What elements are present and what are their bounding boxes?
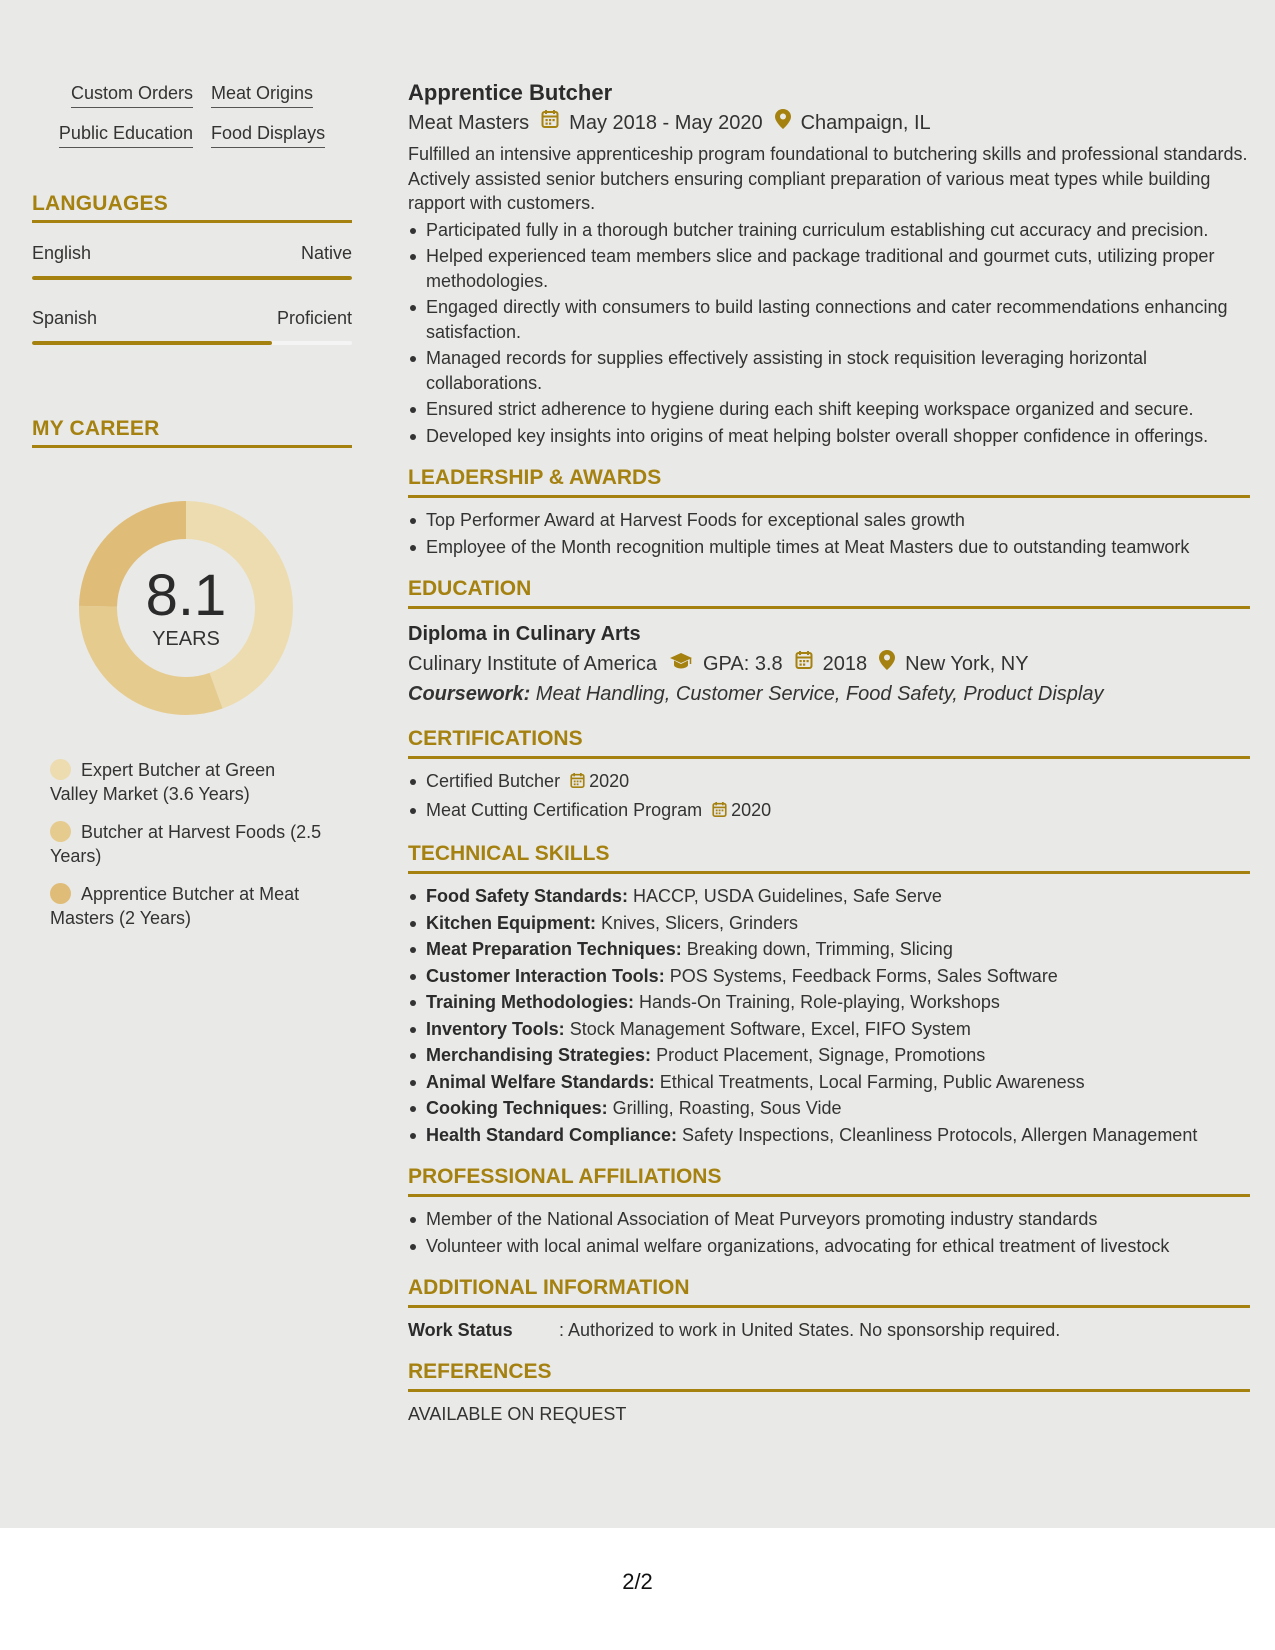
list-item: Participated fully in a thorough butcher training curriculum establishing cut accuracy and precision. — [408, 218, 1250, 243]
career-unit: YEARS — [152, 627, 220, 650]
work-status — [408, 1318, 1250, 1342]
references-heading: REFERENCES — [408, 1358, 1250, 1392]
list-item: Ensured strict adherence to hygiene during each shift keeping workspace organized and secure. — [408, 397, 1250, 422]
certification-name: Certified Butcher — [426, 771, 561, 791]
skill-label: Merchandising Strategies: — [426, 1045, 652, 1065]
job-meta — [408, 108, 1250, 138]
certifications-list — [408, 769, 1250, 824]
language-proficiency-bar — [32, 276, 352, 280]
strength-tags — [32, 82, 352, 148]
affiliations-heading: PROFESSIONAL AFFILIATIONS — [408, 1163, 1250, 1197]
skill-label: Animal Welfare Standards: — [426, 1071, 655, 1092]
legend-dot — [50, 821, 71, 842]
school-name: Culinary Institute of America — [408, 653, 657, 675]
list-item: Engaged directly with consumers to build lasting connections and cater recommendations enhancing satisfaction. — [408, 295, 1250, 344]
skill-label: Meat Preparation Techniques: — [426, 939, 682, 959]
school-location: New York, NY — [905, 653, 1029, 675]
skill-item — [408, 1096, 1250, 1121]
skill-label: Kitchen Equipment: — [426, 912, 596, 933]
skill-label: Cooking Techniques: — [426, 1098, 608, 1118]
gpa: GPA: 3.8 — [703, 653, 783, 675]
skills-list — [408, 884, 1250, 1147]
skill-value: Breaking down, Trimming, Slicing — [681, 939, 953, 959]
skill-value: Grilling, Roasting, Sous Vide — [607, 1098, 842, 1118]
skill-value: HACCP, USDA Guidelines, Safe Serve — [628, 886, 942, 906]
coursework-label: Coursework: — [408, 683, 531, 705]
skill-label: Health Standard Compliance: — [426, 1124, 678, 1145]
list-item: Developed key insights into origins of meat helping bolster overall shopper confidence in offerings. — [408, 424, 1250, 449]
leadership-list — [408, 508, 1250, 559]
education-meta — [408, 649, 1250, 679]
skill-item — [408, 990, 1250, 1015]
coursework — [408, 679, 1250, 709]
legend-item — [50, 820, 322, 868]
list-item: Helped experienced team members slice and package traditional and gourmet cuts, utilizing proper methodologies. — [408, 244, 1250, 293]
legend-label: Apprentice Butcher at Meat Masters (2 Years) — [50, 884, 300, 928]
skill-item — [408, 1043, 1250, 1068]
legend-item — [50, 882, 322, 930]
language-level: Native — [300, 243, 352, 263]
skill-item — [408, 911, 1250, 936]
language-spanish — [32, 308, 352, 345]
graduation-year: 2018 — [822, 653, 868, 675]
skill-label: Training Methodologies: — [426, 992, 634, 1012]
skill-value: Hands-On Training, Role-playing, Workshops — [634, 992, 1000, 1012]
language-proficiency-bar — [32, 341, 352, 345]
location-pin-icon — [775, 108, 791, 138]
education-heading: EDUCATION — [408, 575, 1250, 609]
education-entry — [408, 619, 1250, 709]
list-item — [408, 798, 1250, 825]
page-number: 2/2 — [622, 1569, 653, 1594]
career-total: 8.1 — [145, 562, 227, 628]
calendar-icon — [541, 108, 559, 138]
tag: Public Education — [59, 122, 193, 148]
list-item: Top Performer Award at Harvest Foods for exceptional sales growth — [408, 508, 1250, 533]
skill-value: Knives, Slicers, Grinders — [596, 912, 799, 933]
legend-item — [50, 758, 322, 806]
job-dates: May 2018 - May 2020 — [569, 112, 763, 134]
legend-dot — [50, 883, 71, 904]
skill-label: Customer Interaction Tools: — [426, 965, 665, 986]
degree: Diploma in Culinary Arts — [408, 623, 641, 645]
skills-heading: TECHNICAL SKILLS — [408, 840, 1250, 874]
location-pin-icon — [879, 649, 895, 679]
sidebar — [32, 82, 352, 944]
list-item: Managed records for supplies effectively assisting in stock requisition leveraging horizontal collaborations. — [408, 346, 1250, 395]
leadership-heading: LEADERSHIP & AWARDS — [408, 464, 1250, 498]
calendar-icon — [795, 649, 813, 679]
skill-value: Product Placement, Signage, Promotions — [651, 1045, 986, 1065]
legend-label: Butcher at Harvest Foods (2.5 Years) — [50, 822, 322, 866]
language-level: Proficient — [276, 308, 352, 328]
skill-item — [408, 937, 1250, 962]
calendar-icon — [712, 800, 727, 825]
career-legend — [32, 758, 322, 930]
job-summary: Fulfilled an intensive apprenticeship program foundational to butchering skills and professional standards. Actively assisted senior butchers ensuring compliant preparation of various meat types while building rapport with customers. — [408, 144, 1248, 213]
tag: Food Displays — [211, 122, 325, 148]
list-item — [408, 769, 1250, 796]
main-content — [408, 78, 1250, 1426]
language-proficiency-fill — [32, 341, 272, 345]
skill-item — [408, 1070, 1250, 1095]
coursework-list: Meat Handling, Customer Service, Food Safety, Product Display — [530, 683, 1104, 705]
work-status-value: : Authorized to work in United States. No sponsorship required. — [559, 1320, 1061, 1340]
company-name: Meat Masters — [408, 112, 530, 134]
skill-item — [408, 1017, 1250, 1042]
work-status-label: Work Status — [408, 1320, 513, 1340]
calendar-icon — [570, 771, 585, 796]
additional-info-heading: ADDITIONAL INFORMATION — [408, 1274, 1250, 1308]
job-bullets — [408, 218, 1250, 449]
skill-item — [408, 884, 1250, 909]
tag: Custom Orders — [71, 82, 193, 108]
certification-year: 2020 — [731, 799, 772, 820]
job-title: Apprentice Butcher — [408, 80, 613, 105]
certifications-heading: CERTIFICATIONS — [408, 725, 1250, 759]
skill-value: Safety Inspections, Cleanliness Protocols, Allergen Management — [677, 1124, 1198, 1145]
skill-value: Ethical Treatments, Local Farming, Public Awareness — [654, 1071, 1085, 1092]
skill-label: Inventory Tools: — [426, 1018, 565, 1039]
language-english — [32, 243, 352, 280]
list-item: Employee of the Month recognition multiple times at Meat Masters due to outstanding teamwork — [408, 535, 1250, 560]
skill-value: Stock Management Software, Excel, FIFO System — [564, 1018, 971, 1039]
tag: Meat Origins — [211, 82, 313, 108]
list-item: Member of the National Association of Meat Purveyors promoting industry standards — [408, 1207, 1250, 1232]
language-proficiency-fill — [32, 276, 352, 280]
language-name: Spanish — [32, 308, 98, 328]
job-location: Champaign, IL — [800, 112, 931, 134]
career-donut-chart — [66, 488, 306, 728]
affiliations-list — [408, 1207, 1250, 1258]
certification-name: Meat Cutting Certification Program — [426, 799, 703, 820]
references-text: AVAILABLE ON REQUEST — [408, 1404, 627, 1424]
legend-label: Expert Butcher at Green Valley Market (3.6 Years) — [50, 760, 276, 804]
list-item: Volunteer with local animal welfare organizations, advocating for ethical treatment of livestock — [408, 1234, 1250, 1259]
language-name: English — [32, 243, 92, 263]
experience-entry — [408, 78, 1250, 448]
graduation-cap-icon — [669, 649, 693, 679]
skill-label: Food Safety Standards: — [426, 886, 629, 906]
certification-year: 2020 — [589, 771, 630, 791]
legend-dot — [50, 759, 71, 780]
skill-item — [408, 964, 1250, 989]
skill-value: POS Systems, Feedback Forms, Sales Software — [664, 965, 1058, 986]
career-heading: MY CAREER — [32, 417, 352, 448]
skill-item — [408, 1123, 1250, 1148]
languages-heading: LANGUAGES — [32, 192, 352, 223]
